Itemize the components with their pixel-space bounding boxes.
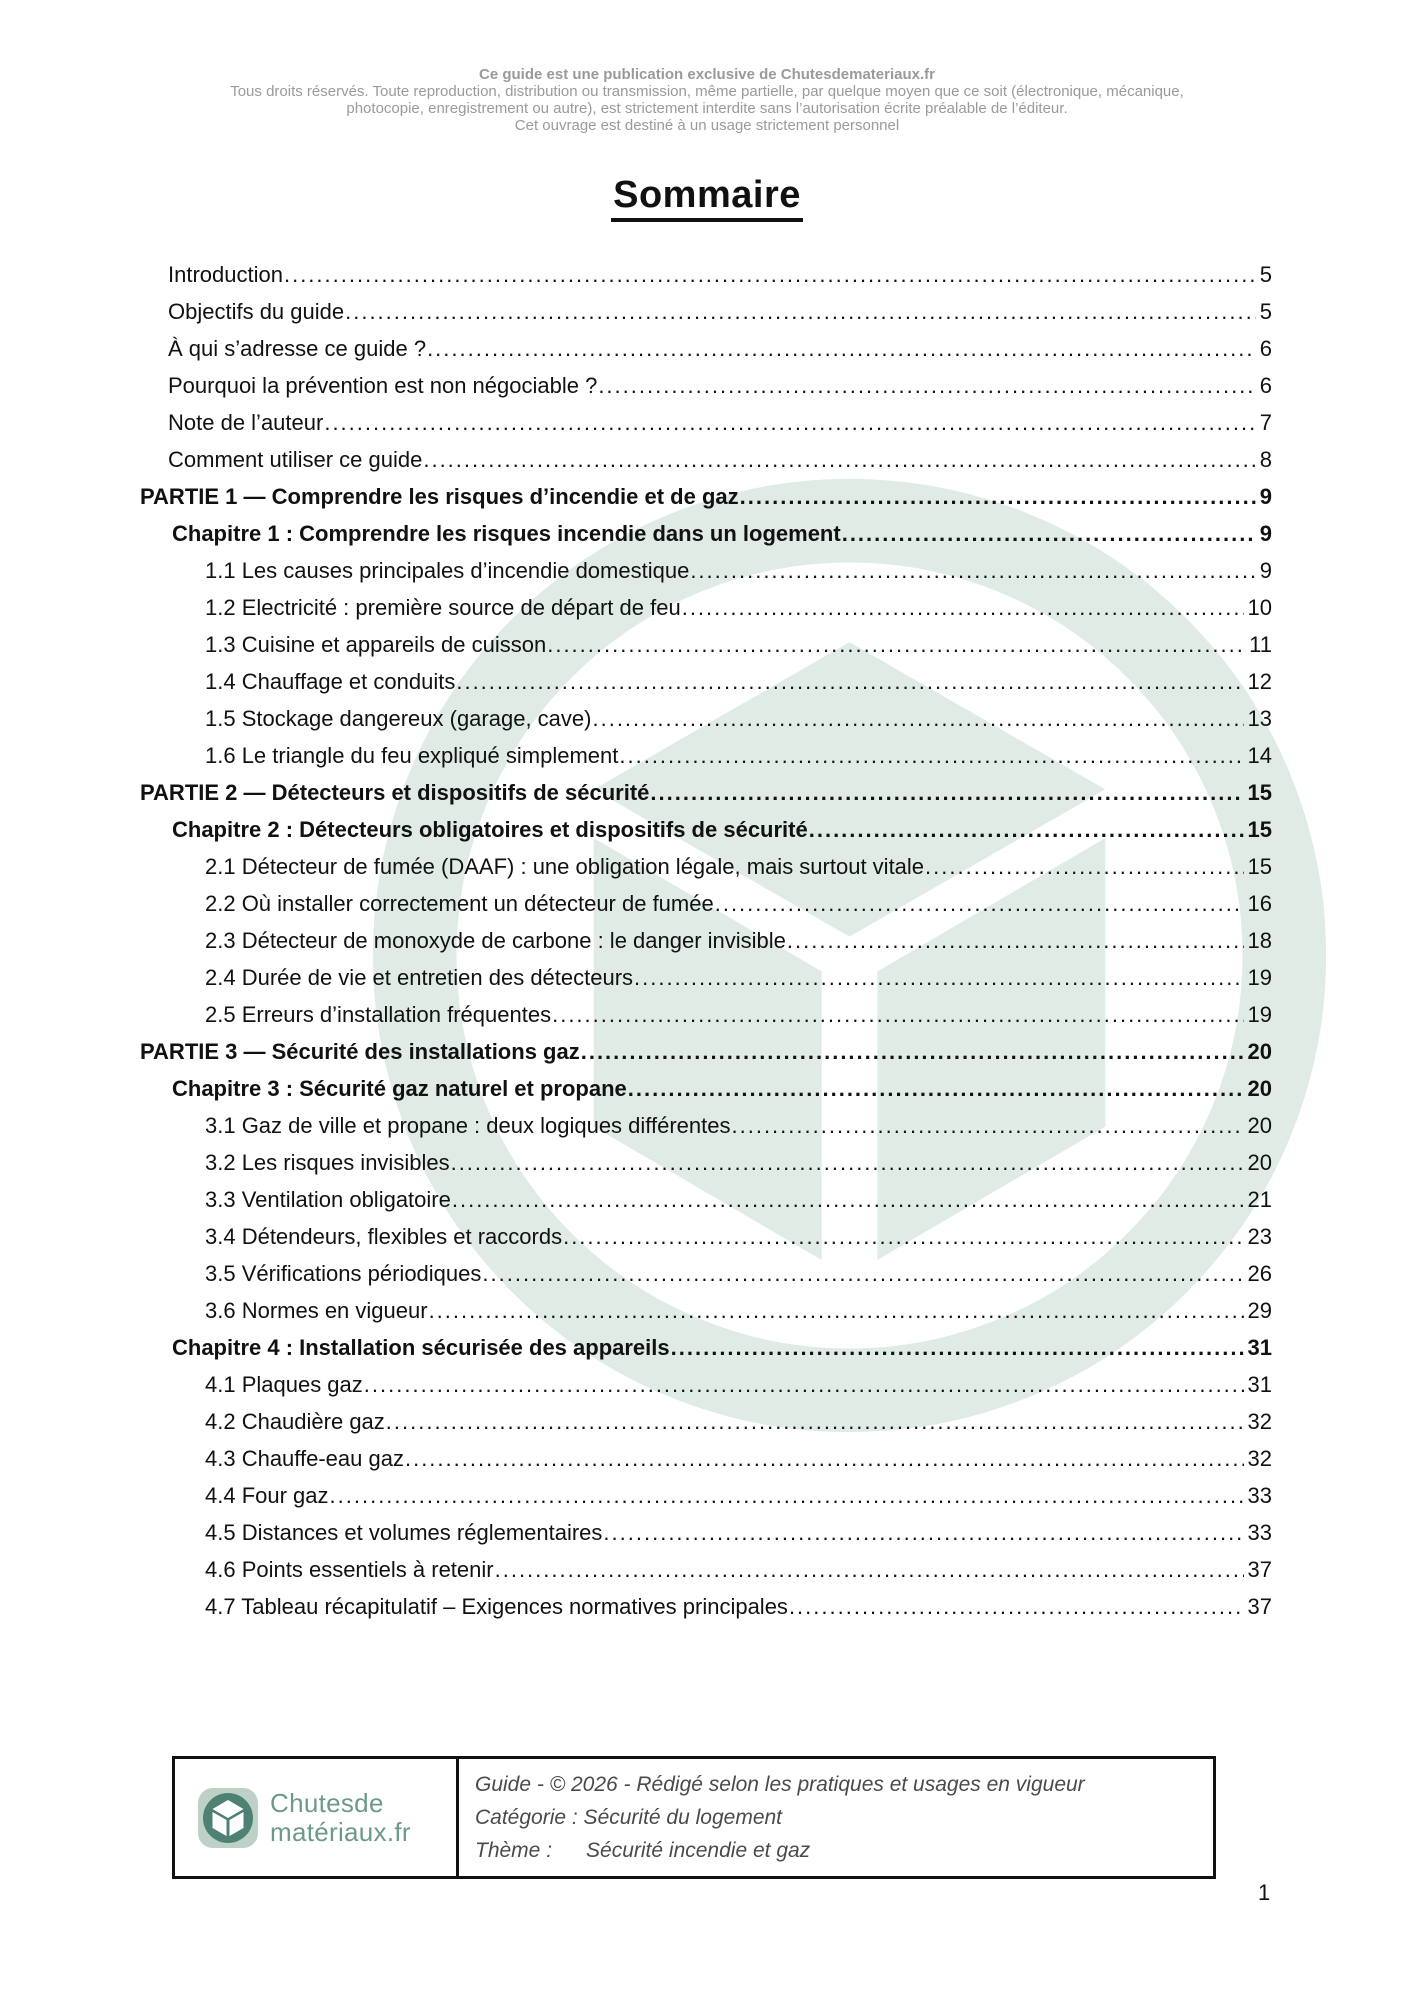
toc-dot-leader: [925, 848, 1243, 885]
toc-entry-label: Note de l’auteur: [168, 410, 324, 435]
toc-entry-label: Introduction: [168, 262, 283, 287]
toc-entry[interactable]: [140, 441, 1272, 478]
disclaimer-line-2: Tous droits réservés. Toute reproduction, distribution ou transmission, même partielle, par quelque moyen que ce soit (électronique, mécanique,: [230, 83, 1184, 100]
toc-entry-label: 2.2 Où installer correctement un détecteur de fumée: [205, 891, 714, 916]
toc-entry[interactable]: [140, 552, 1272, 589]
toc-entry-label: 1.1 Les causes principales d’incendie domestique: [205, 558, 690, 583]
toc-entry-page-number: 33: [1247, 1520, 1272, 1545]
toc-entry-page-number: 20: [1247, 1150, 1272, 1175]
toc-entry-page-number: 32: [1247, 1409, 1272, 1434]
guide-theme-label: Thème :: [475, 1839, 553, 1862]
toc-entry[interactable]: [140, 663, 1272, 700]
toc-dot-leader: [715, 885, 1244, 922]
toc-entry[interactable]: [140, 1514, 1272, 1551]
toc-entry[interactable]: [140, 1329, 1272, 1366]
guide-theme-value: Sécurité incendie et gaz: [586, 1839, 811, 1862]
toc-entry[interactable]: [140, 1292, 1272, 1329]
toc-dot-leader: [809, 811, 1244, 848]
toc-entry-page-number: 19: [1247, 965, 1272, 990]
toc-entry-page-number: 10: [1247, 595, 1272, 620]
toc-entry-page-number: 8: [1259, 447, 1272, 472]
toc-entry-label: Chapitre 2 : Détecteurs obligatoires et dispositifs de sécurité: [172, 817, 808, 842]
toc-dot-leader: [592, 700, 1243, 737]
toc-entry[interactable]: [140, 330, 1272, 367]
toc-entry[interactable]: [140, 811, 1272, 848]
toc-entry-page-number: 11: [1249, 632, 1272, 657]
toc-entry[interactable]: [140, 1440, 1272, 1477]
disclaimer-line-3: photocopie, enregistrement ou autre), est strictement interdite sans l’autorisation écrite préalable de l’éditeur.: [346, 100, 1068, 117]
toc-entry-label: 3.5 Vérifications périodiques: [205, 1261, 482, 1286]
toc-entry-page-number: 31: [1247, 1372, 1272, 1397]
toc-entry-page-number: 21: [1247, 1187, 1272, 1212]
disclaimer-line-4: Cet ouvrage est destiné à un usage strictement personnel: [514, 117, 900, 134]
toc-entry-label: 1.4 Chauffage et conduits: [205, 669, 456, 694]
toc-entry-page-number: 15: [1247, 854, 1272, 879]
toc-entry-label: 4.4 Four gaz: [205, 1483, 329, 1508]
toc-entry-label: 1.6 Le triangle du feu expliqué simplement: [205, 743, 619, 768]
toc-entry[interactable]: [140, 737, 1272, 774]
toc-entry-page-number: 20: [1247, 1039, 1272, 1064]
toc-entry-page-number: 29: [1247, 1298, 1272, 1323]
guide-category-line: Catégorie : Sécurité du logement: [475, 1806, 783, 1829]
toc-dot-leader: [552, 996, 1243, 1033]
toc-entry-label: PARTIE 3 — Sécurité des installations gaz: [140, 1039, 580, 1064]
toc-dot-leader: [563, 1218, 1243, 1255]
toc-dot-leader: [690, 552, 1255, 589]
toc-entry-page-number: 33: [1247, 1483, 1272, 1508]
toc-dot-leader: [682, 589, 1244, 626]
toc-entry-page-number: 6: [1259, 336, 1272, 361]
toc-entry-label: 3.6 Normes en vigueur: [205, 1298, 428, 1323]
page-number: 1: [1258, 1880, 1271, 1905]
toc-dot-leader: [619, 737, 1243, 774]
toc-entry-label: 3.3 Ventilation obligatoire: [205, 1187, 451, 1212]
toc-entry-label: 3.1 Gaz de ville et propane : deux logiques différentes: [205, 1113, 731, 1138]
toc-entry-page-number: 19: [1247, 1002, 1272, 1027]
toc-dot-leader: [547, 626, 1245, 663]
toc-entry[interactable]: [140, 959, 1272, 996]
toc-dot-leader: [324, 404, 1255, 441]
toc-dot-leader: [482, 1255, 1243, 1292]
toc-entry-page-number: 37: [1247, 1557, 1272, 1582]
toc-entry-page-number: 6: [1259, 373, 1272, 398]
toc-entry-page-number: 13: [1247, 706, 1272, 731]
toc-dot-leader: [650, 774, 1243, 811]
toc-entry-page-number: 5: [1259, 262, 1272, 287]
toc-entry[interactable]: [140, 1551, 1272, 1588]
toc-entry-label: Chapitre 3 : Sécurité gaz naturel et propane: [172, 1076, 627, 1101]
toc-dot-leader: [628, 1070, 1244, 1107]
toc-entry[interactable]: [140, 1366, 1272, 1403]
toc-entry-label: 3.4 Détendeurs, flexibles et raccords: [205, 1224, 563, 1249]
toc-dot-leader: [603, 1514, 1243, 1551]
toc-entry[interactable]: [140, 1403, 1272, 1440]
toc-entry[interactable]: [140, 404, 1272, 441]
toc-dot-leader: [740, 478, 1256, 515]
toc-entry[interactable]: [140, 774, 1272, 811]
toc-entry[interactable]: [140, 293, 1272, 330]
footer-info-box: [172, 1756, 1216, 1879]
brand-cube-icon: [197, 1785, 259, 1851]
toc-entry[interactable]: [140, 478, 1272, 515]
brand-wordmark-line-1: Chutesde: [270, 1787, 384, 1818]
toc-entry-page-number: 16: [1247, 891, 1272, 916]
toc-entry-label: Pourquoi la prévention est non négociable ?: [168, 373, 598, 398]
toc-entry[interactable]: [140, 885, 1272, 922]
toc-dot-leader: [429, 1292, 1244, 1329]
guide-copyright-line: Guide - © 2026 - Rédigé selon les pratiques et usages en vigueur: [475, 1773, 1085, 1796]
toc-dot-leader: [789, 1588, 1244, 1625]
toc-entry[interactable]: [140, 848, 1272, 885]
toc-entry[interactable]: [140, 922, 1272, 959]
title-container: [141, 174, 1273, 222]
toc-entry-label: 4.6 Points essentiels à retenir: [205, 1557, 494, 1582]
toc-entry-page-number: 20: [1247, 1113, 1272, 1138]
toc-dot-leader: [598, 367, 1255, 404]
toc-entry-page-number: 15: [1247, 780, 1272, 805]
table-of-contents: [140, 256, 1272, 1625]
toc-entry[interactable]: [140, 1144, 1272, 1181]
guide-theme-line: [475, 1836, 1213, 1865]
toc-entry-label: 2.3 Détecteur de monoxyde de carbone : le danger invisible: [205, 928, 786, 953]
toc-entry-label: Chapitre 4 : Installation sécurisée des appareils: [172, 1335, 670, 1360]
toc-dot-leader: [330, 1477, 1244, 1514]
toc-dot-leader: [364, 1366, 1244, 1403]
toc-entry[interactable]: [140, 1477, 1272, 1514]
toc-dot-leader: [427, 330, 1256, 367]
toc-entry[interactable]: [140, 1218, 1272, 1255]
toc-entry-label: 3.2 Les risques invisibles: [205, 1150, 450, 1175]
toc-dot-leader: [456, 663, 1243, 700]
footer-logo-cell: [175, 1759, 459, 1876]
toc-dot-leader: [671, 1329, 1244, 1366]
toc-dot-leader: [634, 959, 1243, 996]
toc-entry-page-number: 9: [1259, 558, 1272, 583]
toc-entry-page-number: 12: [1247, 669, 1272, 694]
toc-entry-label: PARTIE 2 — Détecteurs et dispositifs de sécurité: [140, 780, 650, 805]
brand-wordmark-line-2: matériaux.fr: [270, 1816, 411, 1847]
toc-entry[interactable]: [140, 367, 1272, 404]
toc-entry-label: 4.1 Plaques gaz: [205, 1372, 363, 1397]
toc-dot-leader: [284, 256, 1256, 293]
toc-entry[interactable]: [140, 1033, 1272, 1070]
brand-wordmark: [270, 1789, 411, 1847]
toc-entry[interactable]: [140, 1181, 1272, 1218]
toc-dot-leader: [423, 441, 1255, 478]
toc-entry-page-number: 15: [1247, 817, 1272, 842]
toc-entry-page-number: 20: [1247, 1076, 1272, 1101]
toc-entry-page-number: 32: [1247, 1446, 1272, 1471]
toc-entry-page-number: 9: [1259, 484, 1272, 509]
toc-entry[interactable]: [140, 1070, 1272, 1107]
toc-dot-leader: [787, 922, 1244, 959]
toc-entry-label: 4.2 Chaudière gaz: [205, 1409, 385, 1434]
toc-entry-page-number: 9: [1259, 521, 1272, 546]
toc-entry-label: Chapitre 1 : Comprendre les risques incendie dans un logement: [172, 521, 841, 546]
toc-entry-label: 4.3 Chauffe-eau gaz: [205, 1446, 404, 1471]
toc-entry-label: 4.7 Tableau récapitulatif – Exigences normatives principales: [205, 1594, 788, 1619]
toc-dot-leader: [842, 515, 1256, 552]
toc-entry-label: À qui s’adresse ce guide ?: [168, 336, 427, 361]
toc-entry-label: 1.5 Stockage dangereux (garage, cave): [205, 706, 592, 731]
toc-entry-label: 2.4 Durée de vie et entretien des détecteurs: [205, 965, 634, 990]
toc-entry[interactable]: [140, 1255, 1272, 1292]
footer-info-cell: [459, 1759, 1213, 1876]
toc-entry-label: Comment utiliser ce guide: [168, 447, 423, 472]
toc-entry-label: 2.1 Détecteur de fumée (DAAF) : une obligation légale, mais surtout vitale: [205, 854, 925, 879]
toc-entry-label: 1.2 Electricité : première source de départ de feu: [205, 595, 681, 620]
toc-entry-label: 2.5 Erreurs d’installation fréquentes: [205, 1002, 552, 1027]
toc-dot-leader: [495, 1551, 1244, 1588]
toc-entry-page-number: 14: [1247, 743, 1272, 768]
toc-entry-page-number: 7: [1259, 410, 1272, 435]
toc-entry-page-number: 37: [1247, 1594, 1272, 1619]
disclaimer-line-1: Ce guide est une publication exclusive de Chutesdemateriaux.fr: [479, 66, 935, 83]
toc-dot-leader: [452, 1181, 1244, 1218]
toc-dot-leader: [386, 1403, 1244, 1440]
toc-dot-leader: [345, 293, 1256, 330]
toc-dot-leader: [451, 1144, 1244, 1181]
page-title: Sommaire: [611, 174, 803, 222]
toc-dot-leader: [405, 1440, 1244, 1477]
toc-entry-page-number: 23: [1247, 1224, 1272, 1249]
toc-entry[interactable]: [140, 256, 1272, 293]
toc-entry-page-number: 18: [1247, 928, 1272, 953]
toc-entry-page-number: 31: [1247, 1335, 1272, 1360]
copyright-disclaimer: [141, 66, 1273, 134]
toc-entry-label: Objectifs du guide: [168, 299, 345, 324]
toc-entry[interactable]: [140, 996, 1272, 1033]
toc-entry-label: PARTIE 1 — Comprendre les risques d’incendie et de gaz: [140, 484, 739, 509]
toc-entry[interactable]: [140, 1107, 1272, 1144]
toc-entry-label: 1.3 Cuisine et appareils de cuisson: [205, 632, 547, 657]
toc-entry[interactable]: [140, 589, 1272, 626]
toc-dot-leader: [732, 1107, 1244, 1144]
toc-dot-leader: [581, 1033, 1244, 1070]
toc-entry-label: 4.5 Distances et volumes réglementaires: [205, 1520, 603, 1545]
toc-entry[interactable]: [140, 626, 1272, 663]
toc-entry[interactable]: [140, 700, 1272, 737]
toc-entry-page-number: 5: [1259, 299, 1272, 324]
toc-entry[interactable]: [140, 1588, 1272, 1625]
toc-entry[interactable]: [140, 515, 1272, 552]
toc-entry-page-number: 26: [1247, 1261, 1272, 1286]
